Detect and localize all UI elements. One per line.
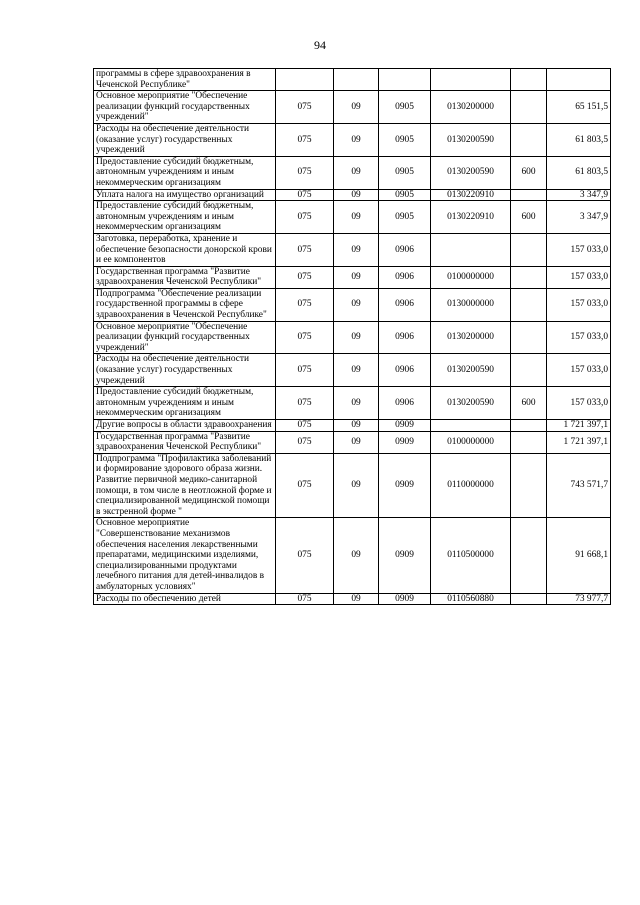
target-article-cell xyxy=(431,420,511,432)
expense-type-cell xyxy=(511,233,547,266)
table-row xyxy=(94,593,611,605)
section-code-cell: 09 xyxy=(334,593,379,605)
grbs-code-cell: 075 xyxy=(276,420,334,432)
section-code-cell: 09 xyxy=(334,354,379,387)
amount-cell: 1 721 397,1 xyxy=(547,431,611,453)
target-article-cell: 0130220910 xyxy=(431,189,511,201)
target-article-cell: 0130200590 xyxy=(431,387,511,420)
grbs-code-cell: 075 xyxy=(276,354,334,387)
expense-type-cell: 600 xyxy=(511,387,547,420)
item-name-cell: Предоставление субсидий бюджетным, автономным учреждениям и иным некоммерческим организациям xyxy=(94,387,276,420)
target-article-cell: 0130200590 xyxy=(431,156,511,189)
section-code-cell: 09 xyxy=(334,189,379,201)
item-name-cell: Заготовка, переработка, хранение и обеспечение безопасности донорской крови и ее компонентов xyxy=(94,233,276,266)
item-name-cell: программы в сфере здравоохранения в Чеченской Республике" xyxy=(94,69,276,91)
target-article-cell: 0130200590 xyxy=(431,123,511,156)
amount-cell: 157 033,0 xyxy=(547,266,611,288)
amount-cell: 157 033,0 xyxy=(547,288,611,321)
section-code-cell: 09 xyxy=(334,518,379,593)
grbs-code-cell: 075 xyxy=(276,123,334,156)
grbs-code-cell: 075 xyxy=(276,453,334,518)
subsection-code-cell: 0909 xyxy=(379,420,431,432)
item-name-cell: Предоставление субсидий бюджетным, автономным учреждениям и иным некоммерческим организациям xyxy=(94,201,276,234)
expense-type-cell xyxy=(511,431,547,453)
section-code-cell xyxy=(334,69,379,91)
table-row xyxy=(94,420,611,432)
table-row xyxy=(94,266,611,288)
target-article-cell: 0130000000 xyxy=(431,288,511,321)
table-row xyxy=(94,233,611,266)
amount-cell: 61 803,5 xyxy=(547,156,611,189)
table-row xyxy=(94,431,611,453)
subsection-code-cell: 0905 xyxy=(379,201,431,234)
amount-cell xyxy=(547,69,611,91)
expense-type-cell: 600 xyxy=(511,201,547,234)
item-name-cell: Основное мероприятие "Обеспечение реализации функций государственных учреждений" xyxy=(94,321,276,354)
grbs-code-cell: 075 xyxy=(276,156,334,189)
section-code-cell: 09 xyxy=(334,420,379,432)
item-name-cell: Расходы на обеспечение деятельности (оказание услуг) государственных учреждений xyxy=(94,123,276,156)
item-name-cell: Расходы на обеспечение деятельности (оказание услуг) государственных учреждений xyxy=(94,354,276,387)
subsection-code-cell: 0906 xyxy=(379,233,431,266)
section-code-cell: 09 xyxy=(334,453,379,518)
target-article-cell: 0130200000 xyxy=(431,91,511,124)
grbs-code-cell: 075 xyxy=(276,266,334,288)
table-row xyxy=(94,201,611,234)
item-name-cell: Государственная программа "Развитие здравоохранения Чеченской Республики" xyxy=(94,431,276,453)
subsection-code-cell: 0905 xyxy=(379,189,431,201)
table-row xyxy=(94,387,611,420)
section-code-cell: 09 xyxy=(334,288,379,321)
table-row xyxy=(94,518,611,593)
item-name-cell: Основное мероприятие "Совершенствование механизмов обеспечения населения лекарственными препаратами, медицинскими изделиями, специализированными продуктами лечебного питания для детей-инвалидов в амбулаторных условиях" xyxy=(94,518,276,593)
subsection-code-cell: 0906 xyxy=(379,266,431,288)
amount-cell: 3 347,9 xyxy=(547,189,611,201)
amount-cell: 743 571,7 xyxy=(547,453,611,518)
expense-type-cell xyxy=(511,453,547,518)
grbs-code-cell: 075 xyxy=(276,233,334,266)
target-article-cell xyxy=(431,233,511,266)
subsection-code-cell: 0905 xyxy=(379,156,431,189)
amount-cell: 91 668,1 xyxy=(547,518,611,593)
amount-cell: 157 033,0 xyxy=(547,387,611,420)
subsection-code-cell: 0906 xyxy=(379,354,431,387)
amount-cell: 157 033,0 xyxy=(547,233,611,266)
section-code-cell: 09 xyxy=(334,123,379,156)
section-code-cell: 09 xyxy=(334,201,379,234)
amount-cell: 73 977,7 xyxy=(547,593,611,605)
target-article-cell: 0130200000 xyxy=(431,321,511,354)
page-number: 94 xyxy=(314,38,326,52)
item-name-cell: Подпрограмма "Обеспечение реализации государственной программы в сфере здравоохранения в Чеченской Республике" xyxy=(94,288,276,321)
item-name-cell: Государственная программа "Развитие здравоохранения Чеченской Республики" xyxy=(94,266,276,288)
grbs-code-cell: 075 xyxy=(276,321,334,354)
grbs-code-cell: 075 xyxy=(276,189,334,201)
expense-type-cell xyxy=(511,321,547,354)
section-code-cell: 09 xyxy=(334,233,379,266)
table-row xyxy=(94,91,611,124)
item-name-cell: Основное мероприятие "Обеспечение реализации функций государственных учреждений" xyxy=(94,91,276,124)
subsection-code-cell: 0909 xyxy=(379,593,431,605)
subsection-code-cell: 0906 xyxy=(379,387,431,420)
expense-type-cell xyxy=(511,354,547,387)
expense-type-cell xyxy=(511,420,547,432)
table-row xyxy=(94,69,611,91)
subsection-code-cell: 0906 xyxy=(379,288,431,321)
section-code-cell: 09 xyxy=(334,91,379,124)
expense-type-cell xyxy=(511,123,547,156)
subsection-code-cell: 0905 xyxy=(379,91,431,124)
table-row xyxy=(94,288,611,321)
subsection-code-cell: 0909 xyxy=(379,453,431,518)
section-code-cell: 09 xyxy=(334,266,379,288)
target-article-cell xyxy=(431,69,511,91)
target-article-cell: 0130200590 xyxy=(431,354,511,387)
target-article-cell: 0110500000 xyxy=(431,518,511,593)
section-code-cell: 09 xyxy=(334,431,379,453)
amount-cell: 157 033,0 xyxy=(547,321,611,354)
amount-cell: 3 347,9 xyxy=(547,201,611,234)
table-row xyxy=(94,354,611,387)
amount-cell: 1 721 397,1 xyxy=(547,420,611,432)
grbs-code-cell: 075 xyxy=(276,91,334,124)
grbs-code-cell: 075 xyxy=(276,387,334,420)
table-row xyxy=(94,321,611,354)
subsection-code-cell: 0906 xyxy=(379,321,431,354)
target-article-cell: 0100000000 xyxy=(431,431,511,453)
expense-type-cell xyxy=(511,189,547,201)
expense-type-cell xyxy=(511,266,547,288)
item-name-cell: Другие вопросы в области здравоохранения xyxy=(94,420,276,432)
budget-table-body xyxy=(94,69,611,605)
target-article-cell: 0110000000 xyxy=(431,453,511,518)
grbs-code-cell xyxy=(276,69,334,91)
section-code-cell: 09 xyxy=(334,156,379,189)
grbs-code-cell: 075 xyxy=(276,518,334,593)
budget-table xyxy=(93,68,611,605)
target-article-cell: 0130220910 xyxy=(431,201,511,234)
expense-type-cell xyxy=(511,69,547,91)
table-row xyxy=(94,453,611,518)
grbs-code-cell: 075 xyxy=(276,201,334,234)
table-row xyxy=(94,123,611,156)
grbs-code-cell: 075 xyxy=(276,593,334,605)
amount-cell: 65 151,5 xyxy=(547,91,611,124)
section-code-cell: 09 xyxy=(334,321,379,354)
amount-cell: 61 803,5 xyxy=(547,123,611,156)
item-name-cell: Подпрограмма "Профилактика заболеваний и формирование здорового образа жизни. Развитие первичной медико-санитарной помощи, в том числе в неотложной форме и специализированной медицинской помощи в экстренной форме " xyxy=(94,453,276,518)
expense-type-cell xyxy=(511,518,547,593)
expense-type-cell xyxy=(511,91,547,124)
item-name-cell: Расходы по обеспечению детей xyxy=(94,593,276,605)
grbs-code-cell: 075 xyxy=(276,288,334,321)
subsection-code-cell: 0909 xyxy=(379,518,431,593)
item-name-cell: Предоставление субсидий бюджетным, автономным учреждениям и иным некоммерческим организациям xyxy=(94,156,276,189)
subsection-code-cell: 0905 xyxy=(379,123,431,156)
expense-type-cell xyxy=(511,288,547,321)
amount-cell: 157 033,0 xyxy=(547,354,611,387)
expense-type-cell xyxy=(511,593,547,605)
table-row xyxy=(94,189,611,201)
subsection-code-cell xyxy=(379,69,431,91)
target-article-cell: 0110560880 xyxy=(431,593,511,605)
target-article-cell: 0100000000 xyxy=(431,266,511,288)
subsection-code-cell: 0909 xyxy=(379,431,431,453)
table-row xyxy=(94,156,611,189)
grbs-code-cell: 075 xyxy=(276,431,334,453)
expense-type-cell: 600 xyxy=(511,156,547,189)
section-code-cell: 09 xyxy=(334,387,379,420)
item-name-cell: Уплата налога на имущество организаций xyxy=(94,189,276,201)
